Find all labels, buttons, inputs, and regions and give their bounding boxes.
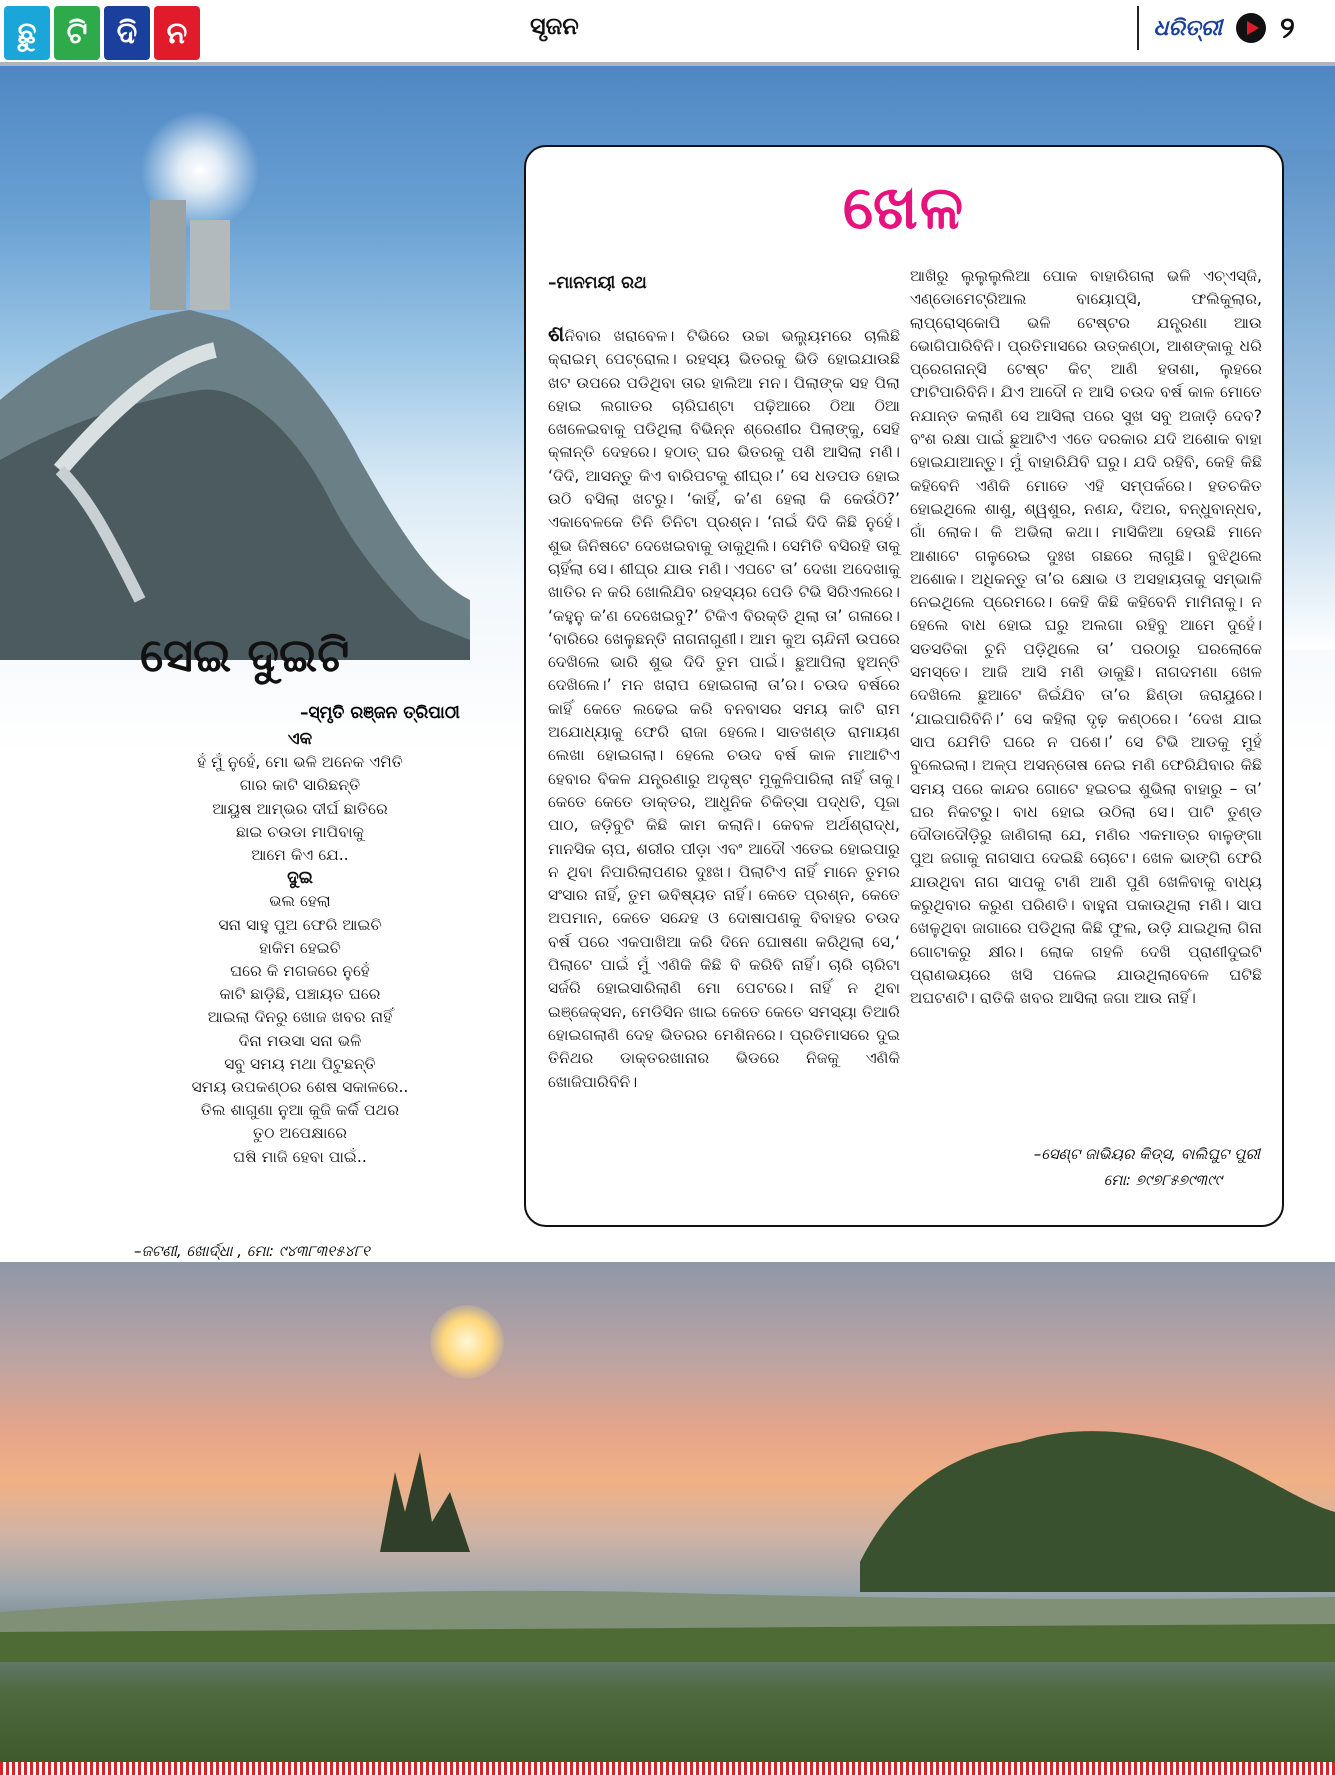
story-text-col1: ନିବାର ଖରାବେଳ। ଟିଭିରେ ଉଚ୍ଚା ଭଲ୍ୟୁମରେ ଚାଲିଛି କ୍ରାଇମ୍ ପେଟ୍ରୋଲ। ରହସ୍ୟ ଭିତରକୁ ଭିଡି ହୋଇଯାଉଛି ଖଟ ଉପରେ ପଡିଥିବା ତାର ହାଲିଆ ମନ। ପିଲାଙ୍କ ସହ ପିଲା ହୋଇ ଲଗାତର ଚାରିଘଣ୍ଟା ପଢ଼ିଆରେ ଠିଆ ଠିଆ ଖେଳେଇବାକୁ ପଡିଥିଲା ବିଭିନ୍ନ ଶ୍ରେଣୀର ପିଲାଙ୍କୁ, ସେହି କ୍ଳାନ୍ତି ଦେହରେ। ହଠାତ୍ ଘର ଭିତରକୁ ପଶି ଆସିଲା ମଣି। ‘ଦିଦି, ଆସନ୍ତୁ କିଏ ବାରିପଟକୁ ଶୀଘ୍ର।’ ସେ ଧଡପଡ ହୋଇ ଉଠି ବସିଲା ଖଟରୁ। ‘କାହିଁ, କ’ଣ ହେଲା କି କେଉଁଠି?’ ଏକାବେଳକେ ତିନି ତିନିଟା ପ୍ରଶ୍ନ। ‘ନାଇଁ ଦିଦି କିଛି ନୁହେଁ। ଶୁଭ ଜିନିଷଟେ ଦେଖେଇବାକୁ ଡାକୁଥିଲି। ସେମିତି ବସିରହି ତାକୁ ଚାହିଁଲା ସେ। ଶୀଘ୍ର ଯାଉ ମଣି। ଏପଟେ ତା’ ଦେଖା ଅଦେଖାକୁ ଖାତିର ନ କରି ଖୋଲିଯିବ ରହସ୍ୟର ପେଡି ଟିଭି ସିରିଏଲରେ। ‘କହୁନୁ କ’ଣ ଦେଖେଇବୁ?’ ଟିକିଏ ବିରକ୍ତି ଥିଲା ତା’ ଗଳାରେ। ‘ବାରିରେ ଖେଳୁଛନ୍ତି ନାଗନାଗୁଣୀ। ଆମ କୁଅ ଚାନ୍ଦିନୀ ଉପରେ ଦେଖିଲେ ଭାରି ଶୁଭ ଦିଦି ତୁମ ପାଇଁ। ଛୁଆପିଲା ହୁଅନ୍ତି ଦେଖିଲେ।’ ମନ ଖରାପ ହୋଇଗଲା ତା’ର। ଚଉଦ ବର୍ଷରେ କାହିଁ କେତେ ଲଢେଇ କରି ବନବାସର ସମୟ କାଟି ରାମ ଅଯୋଧ୍ୟାକୁ ଫେରି ରାଜା ହେଲେ। ସାତଖଣ୍ଡ ରାମାୟଣ ଲେଖା ହୋଇଗଲା। ହେଲେ ଚଉଦ ବର୍ଷ କାଳ ମାଆଟିଏ ହେବାର ବିକଳ ଯନ୍ତ୍ରଣାରୁ ଅଦୃଷ୍ଟ ମୁକୁଳିପାରିଲା ନାହିଁ ତାକୁ। କେତେ କେତେ ଡାକ୍ତର, ଆଧୁନିକ ଚିକିତ୍ସା ପଦ୍ଧତି, ପୂଜା ପାଠ, ଜଡ଼ିବୁଟି କିଛି କାମ କଲାନି। କେବଳ ଅର୍ଥଶ୍ରାଦ୍ଧ, ମାନସିକ ଚାପ, ଶରୀର ପୀଡ଼ା ଏବଂ ଆଦୌ ଏତେଇ ହୋଇପାରୁ ନ ଥିବା ନିପାରିଲାପଣର ଦୁଃଖ। ପିଲାଟିଏ ନାହିଁ ମାନେ ତୁମର ସଂସାର ନାହିଁ, ତୁମ ଭବିଷ୍ୟତ ନାହିଁ। କେତେ ପ୍ରଶ୍ନ, କେତେ ଅପମାନ, କେତେ ସନ୍ଦେହ ଓ ଦୋଷାପଣକୁ ବିବାହର ଚଉଦ ବର୍ଷ ପରେ ଏକପାଖିଆ କରି ଦିନେ ଘୋଷଣା କରିଥିଲା ସେ,‘ ପିଲାଟେ ପାଇଁ ମୁଁ ଏଣିକି କିଛି ବି କରିବି ନାହିଁ। ଚାରି ଚାରିଟା ସର୍ଜରି ହୋଇସାରିଲାଣି ମୋ ପେଟରେ। ନାହିଁ ନ ଥିବା ଇଞ୍ଜେକ୍ସନ, ମେଡିସିନ ଖାଇ କେତେ କେତେ ସମସ୍ୟା ତିଆରି ହୋଇଗଲାଣି ଦେହ ଭିତରର ମେଶିନରେ। ପ୍ରତିମାସରେ ଦୁଇ ତିନିଥର ଡାକ୍ତରଖାନାର ଭିଡରେ ନିଜକୁ ଏଣିକି ଖୋଜିପାରିବିନି। — [548, 327, 900, 1091]
poem-line: ଆୟୁଷ ଆମ୍ଭର ଦୀର୍ଘ ଛାତିରେ — [212, 799, 388, 818]
play-icon — [1236, 13, 1266, 43]
poem-line: ତିଲ ଶାଗୁଣା ନୁଆ କୁଜି କର୍କି ପଥର — [200, 1101, 400, 1120]
page-header — [0, 0, 1335, 64]
poem-line: ସମୟ ଉପକଣ୍ଠର ଶେଷ ସକାଳରେ.. — [191, 1078, 409, 1097]
poem-line: ଗାର କାଟି ସାରିଛନ୍ତି — [239, 776, 361, 795]
lighthouse-cliff-illustration — [0, 200, 470, 660]
masthead-letter: ନ — [154, 6, 200, 60]
brand-block — [1137, 6, 1295, 50]
poem-line: ହାକିମ ହେଇଚି — [259, 938, 341, 957]
poem-line: ଆଇଲା ଦିନରୁ ଖୋଜ ଖବର ନାହିଁ — [207, 1008, 393, 1027]
story-title: ଖେଳ — [842, 173, 966, 243]
poem-line: ଛାଇ ଚଉଡା ମାପିବାକୁ — [235, 822, 365, 841]
story-box — [524, 145, 1284, 1227]
drop-cap: ଶ — [548, 322, 565, 347]
forest-silhouette — [0, 1362, 1335, 1662]
poem-line: ସନା ସାହୁ ପୁଅ ଫେରି ଆଇଚି — [218, 915, 382, 934]
story-signoff-place: –ସେଣ୍ଟ ଜାଭିୟର କିଡ୍ସ, ବାଲିଘୁଟ ପୁରୀ — [1033, 1145, 1260, 1163]
story-column-right — [910, 265, 1262, 1011]
brand-divider — [1137, 6, 1139, 50]
poem-line: ହଁ ମୁଁ ନୁହେଁ, ମୋ ଭଳି ଅନେକ ଏମିତି — [197, 753, 403, 772]
poem-author: –ସ୍ମୃତି ରଞ୍ଜନ ତ୍ରିପାଠୀ — [300, 703, 460, 723]
masthead-letter: ଦି — [104, 6, 150, 60]
poem-title: ସେଇ ଦୁଇଟି — [140, 628, 350, 682]
masthead-logo — [4, 6, 200, 60]
poem-line: କାଟି ଛାଡ଼ିଛି, ପଞ୍ଚାୟତ ଘରେ — [219, 985, 381, 1004]
poem-line: ଘଷି ମାଜି ହେବା ପାଇଁ.. — [233, 1147, 367, 1166]
story-author: –ମାନମୟୀ ରଥ — [548, 273, 647, 293]
page-number: ୨ — [1280, 10, 1295, 46]
poem-body — [110, 728, 490, 1169]
story-text-col2: ଆଖିରୁ ଲୁଲୁଲୁଲିଆ ପୋକ ବାହାରିଗଲା ଭଳି ଏଚ୍ଏସ୍ଜି, ଏଣ୍ଡୋମେଟ୍ରିଆଲ ବାୟୋପ୍ସି, ଫଲିକୁଲାର, ଲାପ୍ରୋସ୍କୋପି ଭଳି ଟେଷ୍ଟର ଯନ୍ତ୍ରଣା ଆଉ ଭୋଗିପାରିବିନି। ପ୍ରତିମାସରେ ଉତ୍କଣ୍ଠା, ଆଶଙ୍କାକୁ ଧରି ପ୍ରେଗନାନ୍ସି ଟେଷ୍ଟ କିଟ୍ ଆଣି ହତାଶା, ଲୁହରେ ଫାଟିପାରିବିନି। ଯିଏ ଆଦୌ ନ ଆସି ଚଉଦ ବର୍ଷ କାଳ ମୋତେ ନଯାନ୍ତ କଲାଣି ସେ ଆସିଲା ପରେ ସୁଖ ସବୁ ଅଜାଡ଼ି ଦେବ? ବଂଶ ରକ୍ଷା ପାଇଁ ଛୁଆଟିଏ ଏତେ ଦରକାର ଯଦି ଅଶୋକ ବାହା ହୋଇଯାଆନ୍ତୁ। ମୁଁ ବାହାରିଯିବି ଘରୁ। ଯଦି ରହିବି, କେହି କିଛି କହିବେନି ଏଣିକି ମୋତେ ଏହି ସମ୍ପର୍କରେ। ହତଚକିତ ହୋଇଥିଲେ ଶାଶୁ, ଶ୍ୱଶୁର, ନଣନ୍ଦ, ଦିଅର, ବନ୍ଧୁବାନ୍ଧବ, ଗାଁ ଲୋକ। କି ଅଭିଲା କଥା। ମାସିକିଆ ହେଉଛି ମାନେ ଆଶାଟେ ଗଳୁରେଇ ଦୁଃଖ ଗଛରେ ଲାଗୁଛି। ବୁଝିଥିଲେ ଅଶୋକ। ଅଧିକନ୍ତୁ ତା’ର କ୍ଷୋଭ ଓ ଅସହାୟତାକୁ ସମ୍ଭାଳି ନେଇଥିଲେ ପ୍ରେମରେ। କେହି କିଛି କହିବେନି ମାମିନାକୁ। ନ ହେଲେ ବାଧ ହୋଇ ଘରୁ ଅଲଗା ରହିବୁ ଆମେ ଦୁହେଁ। ସତସତିକା ଚୁନି ପଡ଼ିଥିଲେ ତା’ ପରଠାରୁ ଘରଲୋକେ ସମସ୍ତେ। ଆଜି ଆସି ମଣି ଡାକୁଛି। ନାଗଦମଣା ଖେଳ ଦେଖିଲେ ଛୁଆଟେ ଜିଇଁଯିବ ତା’ର ଛିଣ୍ଡା ଜରାୟୁରେ। ‘ଯାଇପାରିବିନି।’ ସେ କହିଲା ଦୃଢ଼ କଣ୍ଠରେ। ‘ଦେଖ ଯାଇ ସାପ ଯେମିତି ଘରେ ନ ପଶେ।’ ସେ ଟିଭି ଆଡକୁ ମୁହଁ ବୁଲେଇଲା। ଅଳ୍ପ ଅସନ୍ତୋଷ ନେଇ ମଣି ଫେରିଯିବାର କିଛି ସମୟ ପରେ କାନ୍ଦର ଗୋଟେ ହଇଚଇ ଶୁଭିଲା ବାହାରୁ – ତା’ ଘର ନିକଟରୁ। ବାଧ ହୋଇ ଉଠିଲା ସେ। ପାଟି ତୁଣ୍ଡ ଦୌଡାଦୌଡ଼ିରୁ ଜାଣିଗଲା ଯେ, ମଣିର ଏକମାତ୍ର ବାଳୁଙ୍ଗା ପୁଅ ଜଗାକୁ ନାଗସାପ ଦେଇଛି ଚୋଟେ। ଖେଳ ଭାଙ୍ଗି ଫେରି ଯାଉଥିବା ନାଗ ସାପକୁ ଟାଣି ଆଣି ପୁଣି ଖେଳିବାକୁ ବାଧ୍ୟ କରୁଥିବାର କରୁଣ ପରିଣତି। ବାହୁନା ପକାଉଥିଲା ମଣି। ସାପ ଖେଳୁଥିବା ଜାଗାରେ ପଡିଥିଲା କିଛି ଫୁଲ, ଉଡ଼ି ଯାଇଥିଲା ଗିନା ଗୋଟାକରୁ କ୍ଷୀର। ଲୋକ ଗହଳି ଦେଖି ପ୍ରାଣୀଦୁଇଟି ପ୍ରାଣଭୟରେ ଖସି ପଳେଇ ଯାଉଥିଲାବେଳେ ଘଟିଛି ଅଘଟଣଟି। ରାତିକି ଖବର ଆସିଲା ଜଗା ଆଉ ନାହିଁ। — [910, 267, 1262, 1008]
poem-line: ଭଲ ହେଲା — [269, 892, 331, 911]
poem-line: ଘରେ କି ମଗଜରେ ନୁହେଁ — [230, 962, 370, 981]
poem-line: ଆମେ କିଏ ଯେ.. — [251, 846, 349, 865]
poem-part-heading: ଏକ — [287, 729, 313, 749]
masthead-letter: ଟି — [54, 6, 100, 60]
poem-part-heading: ଦୁଇ — [287, 868, 313, 889]
story-signoff-phone: ମୋ: ୭୯୭୮୫୭୯୩୯୯ — [1103, 1171, 1222, 1189]
masthead-letter: ଛୁ — [4, 6, 50, 60]
bottom-border — [0, 1762, 1335, 1775]
poem-signoff: –ଜଟଣୀ, ଖୋର୍ଦ୍ଧା , ମୋ: ୯୪୩୮୩୧୫୪୮୧ — [134, 1242, 370, 1260]
poem-line: ତୁଠ ଅପେକ୍ଷାରେ — [252, 1124, 348, 1143]
brand-logo: ଧରିତ୍ରୀ — [1153, 15, 1223, 41]
poem-line: ସବୁ ସମୟ ମଥା ପିଟୁଛନ୍ତି — [224, 1054, 376, 1073]
section-title: ସୃଜନ — [530, 12, 579, 40]
story-column-left — [548, 323, 900, 1094]
poem-line: ଦିନା ମଉସା ସନା ଭଳି — [238, 1031, 362, 1050]
